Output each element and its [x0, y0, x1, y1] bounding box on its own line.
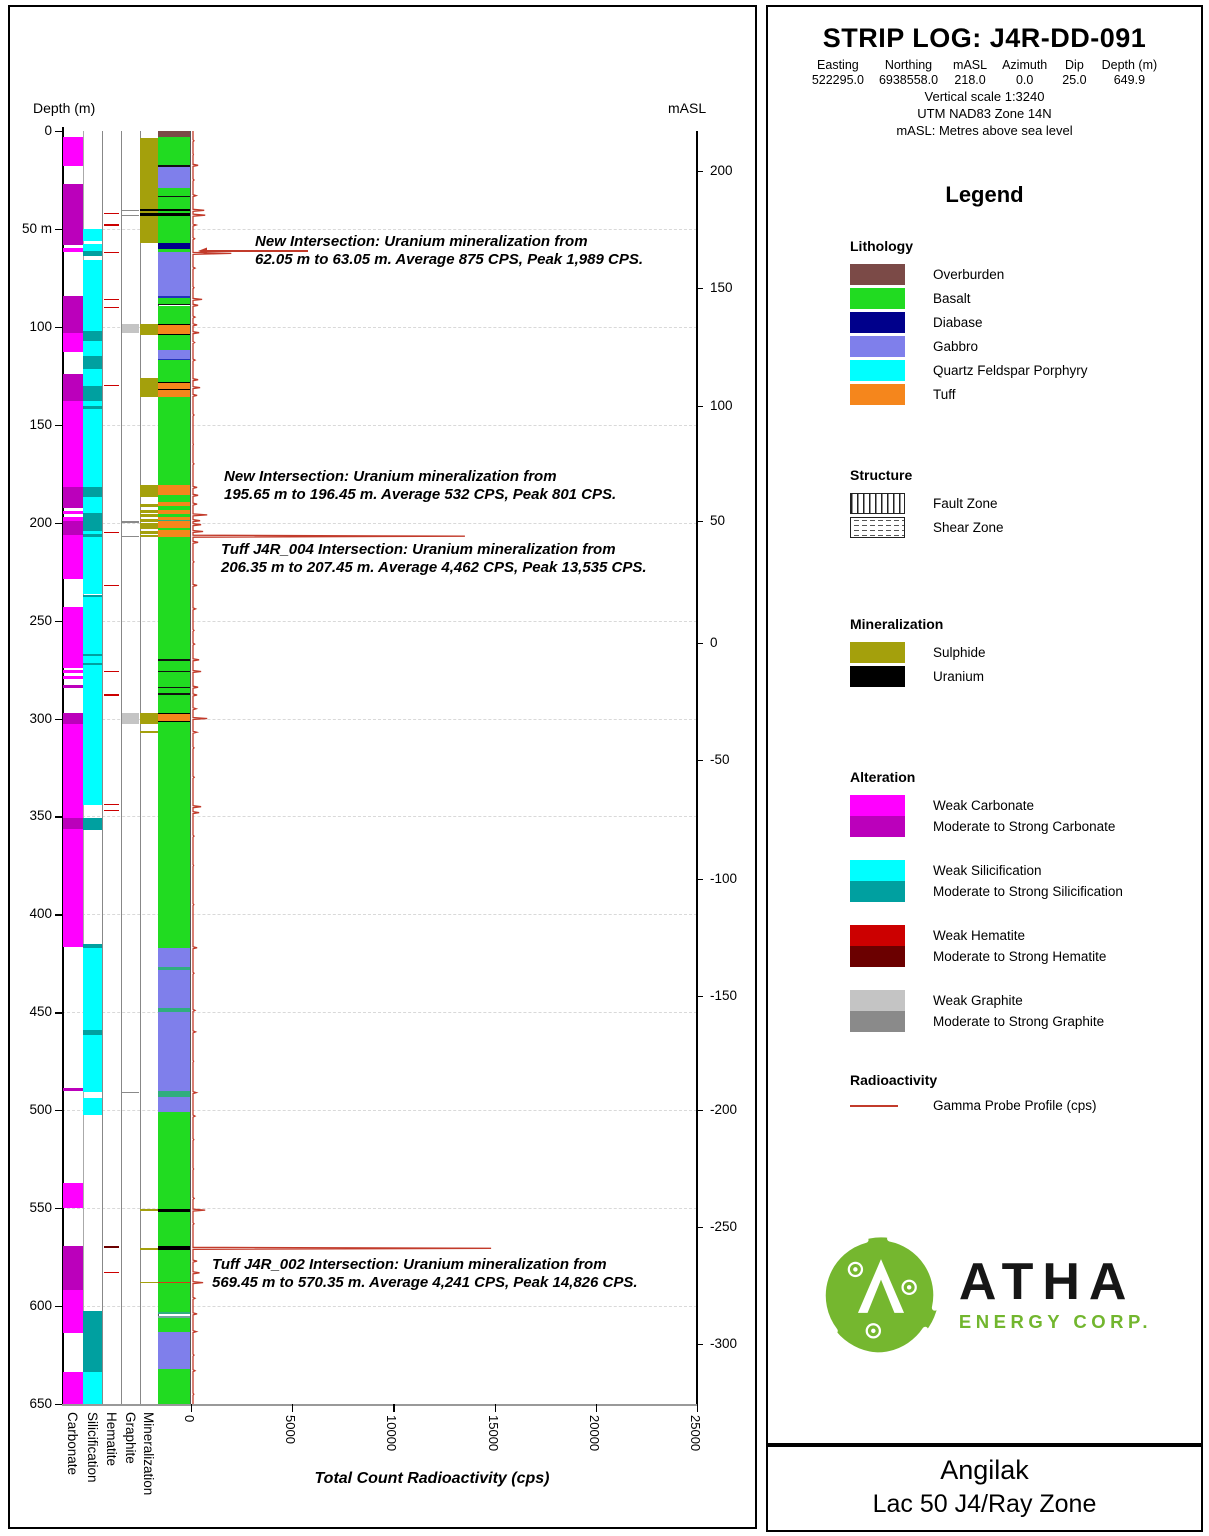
- field-label: mASL: [953, 58, 988, 72]
- strong-label: Moderate to Strong Silicification: [933, 884, 1123, 899]
- scale-note: UTM NAD83 Zone 14N: [917, 106, 1052, 121]
- weak-label: Weak Silicification: [933, 863, 1042, 878]
- column-label: Graphite: [122, 1412, 138, 1464]
- cps-tick-label: 10000: [384, 1415, 400, 1452]
- depth-tick-label: 250: [29, 612, 52, 628]
- weak-label: Weak Carbonate: [933, 798, 1035, 813]
- masl-axis-label: mASL: [668, 100, 707, 116]
- legend-item: [850, 384, 1201, 405]
- sulphide-swatch: [850, 642, 905, 663]
- basalt-swatch: [850, 288, 905, 309]
- metadata-field: [1062, 58, 1086, 87]
- depth-tick-label: 350: [29, 808, 52, 824]
- cps-tick-label: 25000: [688, 1415, 703, 1452]
- metadata-field: [953, 58, 987, 87]
- strong-label: Moderate to Strong Graphite: [933, 1014, 1105, 1029]
- field-value: 0.0: [1015, 73, 1034, 87]
- field-value: 649.9: [1113, 73, 1146, 87]
- legend-item-label: Diabase: [933, 315, 983, 330]
- legend-section-heading: Alteration: [850, 769, 916, 785]
- legend-item-label: Gamma Probe Profile (cps): [933, 1098, 1097, 1113]
- diabase-swatch: [850, 312, 905, 333]
- weak-swatch: [850, 990, 905, 1011]
- scale-note: Vertical scale 1:3240: [924, 89, 1045, 104]
- depth-tick-label: 600: [29, 1298, 52, 1314]
- cps-tick-label: 5000: [283, 1415, 299, 1444]
- cps-tick-label: 0: [182, 1415, 197, 1423]
- metadata-field: [1002, 58, 1047, 87]
- logo-wordmark: ATHA: [958, 1253, 1136, 1311]
- legend-item-label: Tuff: [933, 387, 956, 402]
- masl-tick-label: -300: [710, 1336, 738, 1351]
- atha-logo-icon: [817, 1231, 945, 1359]
- strong-swatch: [850, 816, 905, 837]
- legend-item: [850, 1098, 1201, 1113]
- field-value: 522295.0: [811, 73, 864, 87]
- legend-duo-swatch: [850, 860, 905, 902]
- scale-notes: [768, 89, 1201, 138]
- legend-item-label: Sulphide: [933, 645, 986, 660]
- hole-metadata: [768, 58, 1201, 87]
- depth-tick-label: 400: [29, 906, 52, 922]
- masl-tick-label: -250: [710, 1219, 738, 1234]
- strong-label: Moderate to Strong Carbonate: [933, 819, 1116, 834]
- overburden-swatch: [850, 264, 905, 285]
- depth-tick-label: 650: [29, 1396, 52, 1412]
- masl-tick-label: -100: [710, 871, 738, 886]
- masl-tick-label: -200: [710, 1102, 738, 1117]
- legend-duo-swatch: [850, 795, 905, 837]
- legend-item-label: Quartz Feldspar Porphyry: [933, 363, 1088, 378]
- cps-tick-label: 20000: [586, 1415, 602, 1452]
- annotation-intersection-206m: Tuff J4R_004 Intersection: Uranium mineralization from 206.35 m to 207.45 m. Average 4,462 CPS, Peak 13,535 CPS.: [221, 541, 647, 576]
- legend-panel: [766, 5, 1203, 1445]
- legend-item-label: Uranium: [933, 669, 985, 684]
- masl-tick-label: -150: [710, 988, 738, 1003]
- annotation-intersection-62m: New Intersection: Uranium mineralization from 62.05 m to 63.05 m. Average 875 CPS, Peak 1,989 CPS.: [255, 233, 644, 268]
- weak-label: Weak Graphite: [933, 993, 1023, 1008]
- field-value: 6938558.0: [878, 73, 939, 87]
- shear-zone-swatch: [850, 517, 905, 538]
- weak-swatch: [850, 860, 905, 881]
- legend-item: [850, 642, 1201, 663]
- legend-duo-swatch: [850, 925, 905, 967]
- legend-section-heading: Mineralization: [850, 616, 944, 632]
- legend-item: [850, 517, 1201, 538]
- depth-tick-label: 450: [29, 1004, 52, 1020]
- legend-item-label: Shear Zone: [933, 520, 1004, 535]
- column-label: Mineralization: [141, 1412, 156, 1496]
- field-label: Northing: [884, 58, 933, 72]
- quartz-feldspar-porphyry-swatch: [850, 360, 905, 381]
- legend-duo-item: [850, 795, 1201, 837]
- field-label: Depth (m): [1101, 58, 1158, 72]
- depth-tick-label: 50 m: [21, 220, 52, 236]
- legend-title: Legend: [945, 182, 1024, 207]
- depth-tick-label: 0: [44, 123, 52, 138]
- weak-swatch: [850, 925, 905, 946]
- depth-tick-label: 500: [29, 1102, 52, 1118]
- legend-item-label: Fault Zone: [933, 496, 998, 511]
- depth-tick-label: 550: [29, 1200, 52, 1216]
- legend-item: [850, 336, 1201, 357]
- weak-label: Weak Hematite: [933, 928, 1026, 943]
- xaxis-title: Total Count Radioactivity (cps): [314, 1470, 550, 1487]
- legend-item: [850, 264, 1201, 285]
- masl-tick-label: 100: [710, 398, 733, 413]
- legend-duo-swatch: [850, 990, 905, 1032]
- depth-tick-label: 150: [29, 416, 52, 432]
- depth-axis-label: Depth (m): [33, 100, 96, 116]
- depth-tick-label: 200: [29, 514, 52, 530]
- legend-item: [850, 312, 1201, 333]
- field-value: 218.0: [954, 73, 986, 87]
- project-panel: [766, 1445, 1203, 1532]
- metadata-field: [879, 58, 938, 87]
- project-name: Angilak: [940, 1455, 1029, 1485]
- legend-item-label: Gabbro: [933, 339, 979, 354]
- field-label: Azimuth: [1002, 58, 1048, 72]
- legend-item: [850, 666, 1201, 687]
- legend-item: [850, 493, 1201, 514]
- legend-duo-item: [850, 990, 1201, 1032]
- column-label: Silicification: [84, 1412, 100, 1483]
- strong-label: Moderate to Strong Hematite: [933, 949, 1107, 964]
- legend-body: [768, 238, 1201, 1113]
- column-label: Hematite: [103, 1412, 119, 1467]
- annotation-intersection-569m: Tuff J4R_002 Intersection: Uranium mineralization from 569.45 m to 570.35 m. Average 4,241 CPS, Peak 14,826 CPS.: [212, 1256, 638, 1291]
- metadata-field: [1102, 58, 1158, 87]
- masl-tick-label: -50: [710, 752, 730, 767]
- column-label: Carbonate: [65, 1412, 80, 1476]
- legend-duo-item: [850, 860, 1201, 902]
- depth-tick-label: 300: [29, 710, 52, 726]
- gabbro-swatch: [850, 336, 905, 357]
- legend-duo-item: [850, 925, 1201, 967]
- legend-item: [850, 288, 1201, 309]
- strong-swatch: [850, 881, 905, 902]
- metadata-field: [812, 58, 864, 87]
- strong-swatch: [850, 946, 905, 967]
- zone-name: Lac 50 J4/Ray Zone: [872, 1490, 1097, 1518]
- legend-item-label: Basalt: [933, 291, 971, 306]
- legend-section-heading: Lithology: [850, 238, 913, 254]
- masl-tick-label: 50: [710, 513, 726, 528]
- field-label: Dip: [1065, 58, 1084, 72]
- annotation-intersection-195m: New Intersection: Uranium mineralization from 195.65 m to 196.45 m. Average 532 CPS, Peak 801 CPS.: [224, 468, 617, 503]
- page-title: STRIP LOG: J4R-DD-091: [822, 23, 1147, 53]
- masl-tick-label: 150: [710, 280, 733, 295]
- strong-swatch: [850, 1011, 905, 1032]
- uranium-swatch: [850, 666, 905, 687]
- gamma-probe-profile-cps--swatch: [850, 1105, 898, 1107]
- field-value: 25.0: [1062, 73, 1087, 87]
- depth-tick-label: 100: [29, 318, 52, 334]
- weak-swatch: [850, 795, 905, 816]
- field-label: Easting: [817, 58, 859, 72]
- masl-tick-label: 0: [710, 635, 718, 650]
- legend-item: [850, 360, 1201, 381]
- tuff-swatch: [850, 384, 905, 405]
- scale-note: mASL: Metres above sea level: [896, 123, 1073, 138]
- legend-item-label: Overburden: [933, 267, 1005, 282]
- fault-zone-swatch: [850, 493, 905, 514]
- logo-subtext: ENERGY CORP.: [958, 1311, 1153, 1332]
- masl-tick-label: 200: [710, 163, 733, 178]
- legend-section-heading: Structure: [850, 467, 913, 483]
- cps-tick-label: 15000: [485, 1415, 501, 1452]
- company-logo: [768, 1231, 1201, 1359]
- legend-section-heading: Radioactivity: [850, 1072, 938, 1088]
